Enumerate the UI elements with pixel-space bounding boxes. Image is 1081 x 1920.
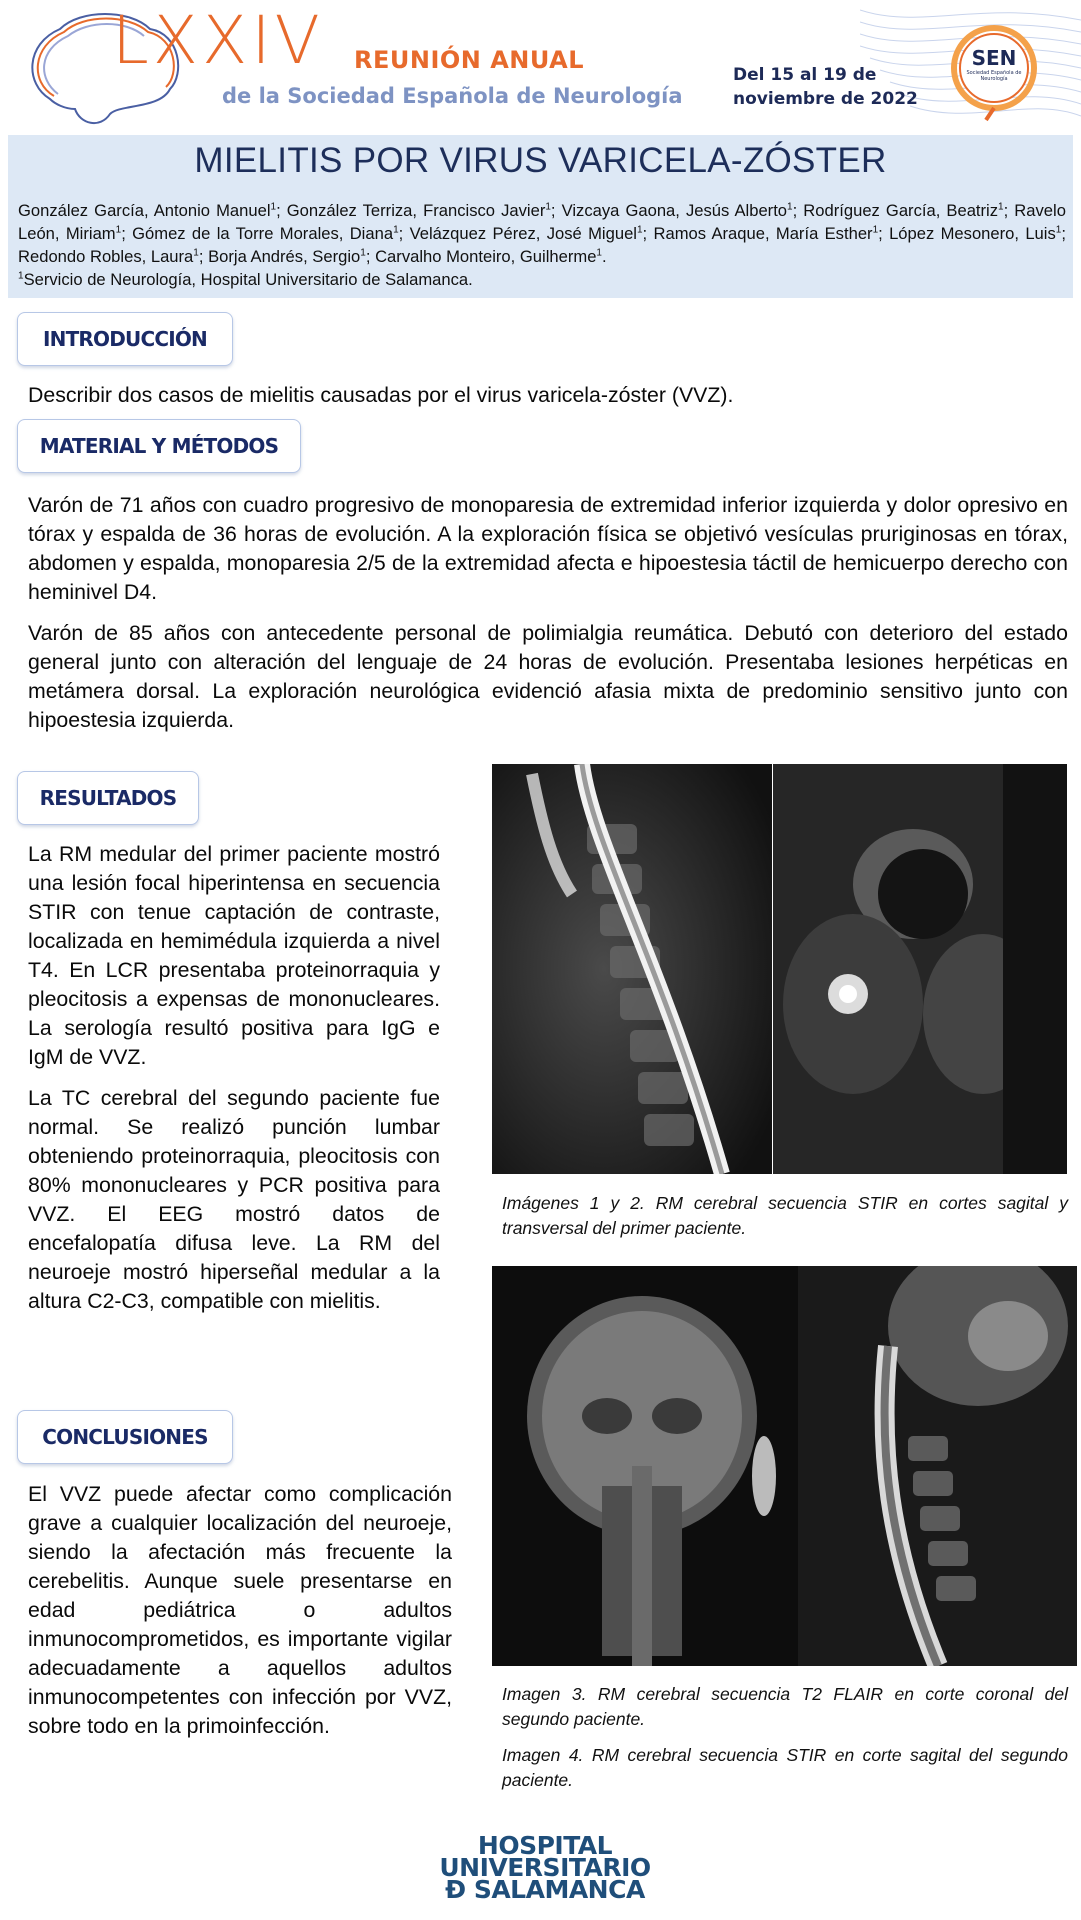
caption-images-3-4 [502,1682,1068,1804]
caption-img4-text: Imagen 4. RM cerebral secuencia STIR en corte sagital del segundo paciente. [502,1745,1068,1790]
mri-axial-spine-image [773,764,1067,1174]
material-paragraph-2: Varón de 85 años con antecedente personal de polimialgia reumática. Debutó con deterioro del estado general junto con alteración del lenguaje de 24 horas de evolución. Presentaba lesiones herpéticas en metámera dorsal. La exploración neurológica evidenció afasia mixta de predominio sensitivo junto con hipoestesia izquierda. [28,621,1068,732]
authors-inline: González García, Antonio Manuel$^1$; González Terriza, Francisco Javier$^1$; Vizcaya Gaona, Jesús Alberto$^1$; Rodríguez García, Beatriz$^1$; Ravelo León, Miriam$^1$; Gómez de la Torre Morales, Diana$^1$; Velázquez Pérez, José Miguel$^1$; Ramos Araque, María Esther$^1$; López Mesonero, Luis$^1$; Redondo Robles, Laura$^1$; Borja Andrés, Sergio$^1$; Carvalho Monteiro, Guilherme$^1$. [18,201,1066,266]
author-affiliation-mark: 1 [596,247,602,259]
author-name: González García, Antonio Manuel [18,201,271,220]
congress-header [0,0,1081,135]
affiliation [18,268,1066,291]
author-name: Borja Andrés, Sergio [208,247,361,266]
author-name: Ramos Araque, María Esther [653,224,873,243]
congress-number: LXXIV [112,2,324,79]
mri-image-4-sagittal-stir [798,1266,1077,1666]
affiliation-text: Servicio de Neurología, Hospital Universitario de Salamanca. [23,270,473,289]
sen-logo [944,22,1044,122]
author-name: López Mesonero, Luis [889,224,1056,243]
author-affiliation-mark: 1 [360,247,366,259]
author-affiliation-mark: 1 [787,201,793,213]
mri-image-3-coronal-flair [492,1266,798,1666]
author-affiliation-mark: 1 [193,247,199,259]
author-affiliation-mark: 1 [872,224,879,236]
author-name: Ravelo León, Miriam [18,201,1066,243]
author-name: Carvalho Monteiro, Guilherme [375,247,597,266]
author-name: Gómez de la Torre Morales, Diana [132,224,394,243]
mri-sagittal-cervical-image [798,1266,1077,1666]
author-affiliation-mark: 1 [545,201,551,213]
mri-sagittal-spine-image [492,764,772,1174]
caption-img3-text: Imagen 3. RM cerebral secuencia T2 FLAIR en corte coronal del segundo paciente. [502,1684,1068,1729]
conclusiones-text [28,1480,452,1753]
author-name: Redondo Robles, Laura [18,247,194,266]
author-affiliation-mark: 1 [1055,224,1062,236]
section-heading-introduccion: INTRODUCCIÓN [17,312,233,366]
author-name: Rodríguez García, Beatriz [803,201,999,220]
dates-line-1: Del 15 al 19 de [733,65,877,85]
sen-logo-text: SEN [971,46,1017,70]
section-heading-conclusiones: CONCLUSIONES [17,1410,233,1464]
section-heading-material: MATERIAL Y MÉTODOS [17,419,301,473]
caption-images-1-2 [502,1191,1068,1252]
mri-coronal-brain-image [492,1266,798,1666]
sen-logo-subtext: Sociedad Española de Neurología [966,70,1022,82]
resultados-paragraph-2: La TC cerebral del segundo paciente fue normal. Se realizó punción lumbar obteniendo proteinorraquia, pleocitosis con 80% mononucleares y PCR positiva para VVZ. El EEG mostró datos de encefalopatía difusa leve. La RM del neuroeje mostró hiperseñal medular a la altura C2-C3, compatible con mielitis. [28,1086,440,1313]
material-paragraph-1: Varón de 71 años con cuadro progresivo de monoparesia de extremidad inferior izquierda y dolor opresivo en tórax y espalda de 36 horas de evolución. A la exploración física se objetivó vesículas pruriginosas en tórax, abdomen y espalda, monoparesia 2/5 de la extremidad afecta e hipoestesia táctil de hemicuerpo derecho con heminivel D4. [28,493,1068,604]
hospital-logo-line-3: Ð SALAMANCA [445,1875,645,1904]
resultados-text [28,840,440,1328]
hospital-logo [400,1831,690,1904]
affiliation-mark: 1 [18,270,24,282]
author-affiliation-mark: 1 [636,224,643,236]
section-heading-resultados: RESULTADOS [17,771,199,825]
congress-dates [733,63,933,111]
author-name: Vizcaya Gaona, Jesús Alberto [561,201,788,220]
author-affiliation-mark: 1 [998,201,1004,213]
dates-line-2: noviembre de 2022 [733,89,918,109]
mri-image-2-axial-stir [773,764,1067,1174]
conclusiones-paragraph: El VVZ puede afectar como complicación grave a cualquier localización del neuroeje, siendo la afectación más frecuente la cerebelitis. Aunque suele presentarse en edad pediátrica o adultos inmunocomprometidos, es importante vigilar adecuadamente a aquellos adultos inmunocompetentes con infección por VVZ, sobre todo en la primoinfección. [28,1482,452,1738]
title-band [8,135,1073,298]
introduccion-text: Describir dos casos de mielitis causadas por el virus varicela-zóster (VVZ). [28,383,734,407]
material-text [28,491,1068,747]
hospital-logo-line-2: UNIVERSITARIO [439,1853,651,1882]
author-affiliation-mark: 1 [270,201,277,213]
author-affiliation-mark: 1 [115,224,122,236]
hospital-logo-line-1: HOSPITAL [477,1831,613,1860]
poster-title: MIELITIS POR VIRUS VARICELA-ZÓSTER [194,141,887,180]
mri-image-1-sagittal-stir [492,764,772,1174]
caption-img12-text: Imágenes 1 y 2. RM cerebral secuencia STIR en cortes sagital y transversal del primer paciente. [502,1193,1068,1238]
author-name: González Terriza, Francisco Javier [286,201,546,220]
resultados-paragraph-1: La RM medular del primer paciente mostró una lesión focal hiperintensa en secuencia STIR con tenue captación de contraste, localizada en hemimédula izquierda a nivel T4. En LCR presentaba proteinorraquia y pleocitosis a expensas de mononucleares. La serología resultó positiva para IgG e IgM de VVZ. [28,842,440,1069]
author-affiliation-mark: 1 [393,224,399,236]
congress-subtitle: de la Sociedad Española de Neurología [222,84,683,108]
author-list [18,199,1066,291]
congress-title: REUNIÓN ANUAL [354,46,584,74]
author-name: Velázquez Pérez, José Miguel [409,224,637,243]
